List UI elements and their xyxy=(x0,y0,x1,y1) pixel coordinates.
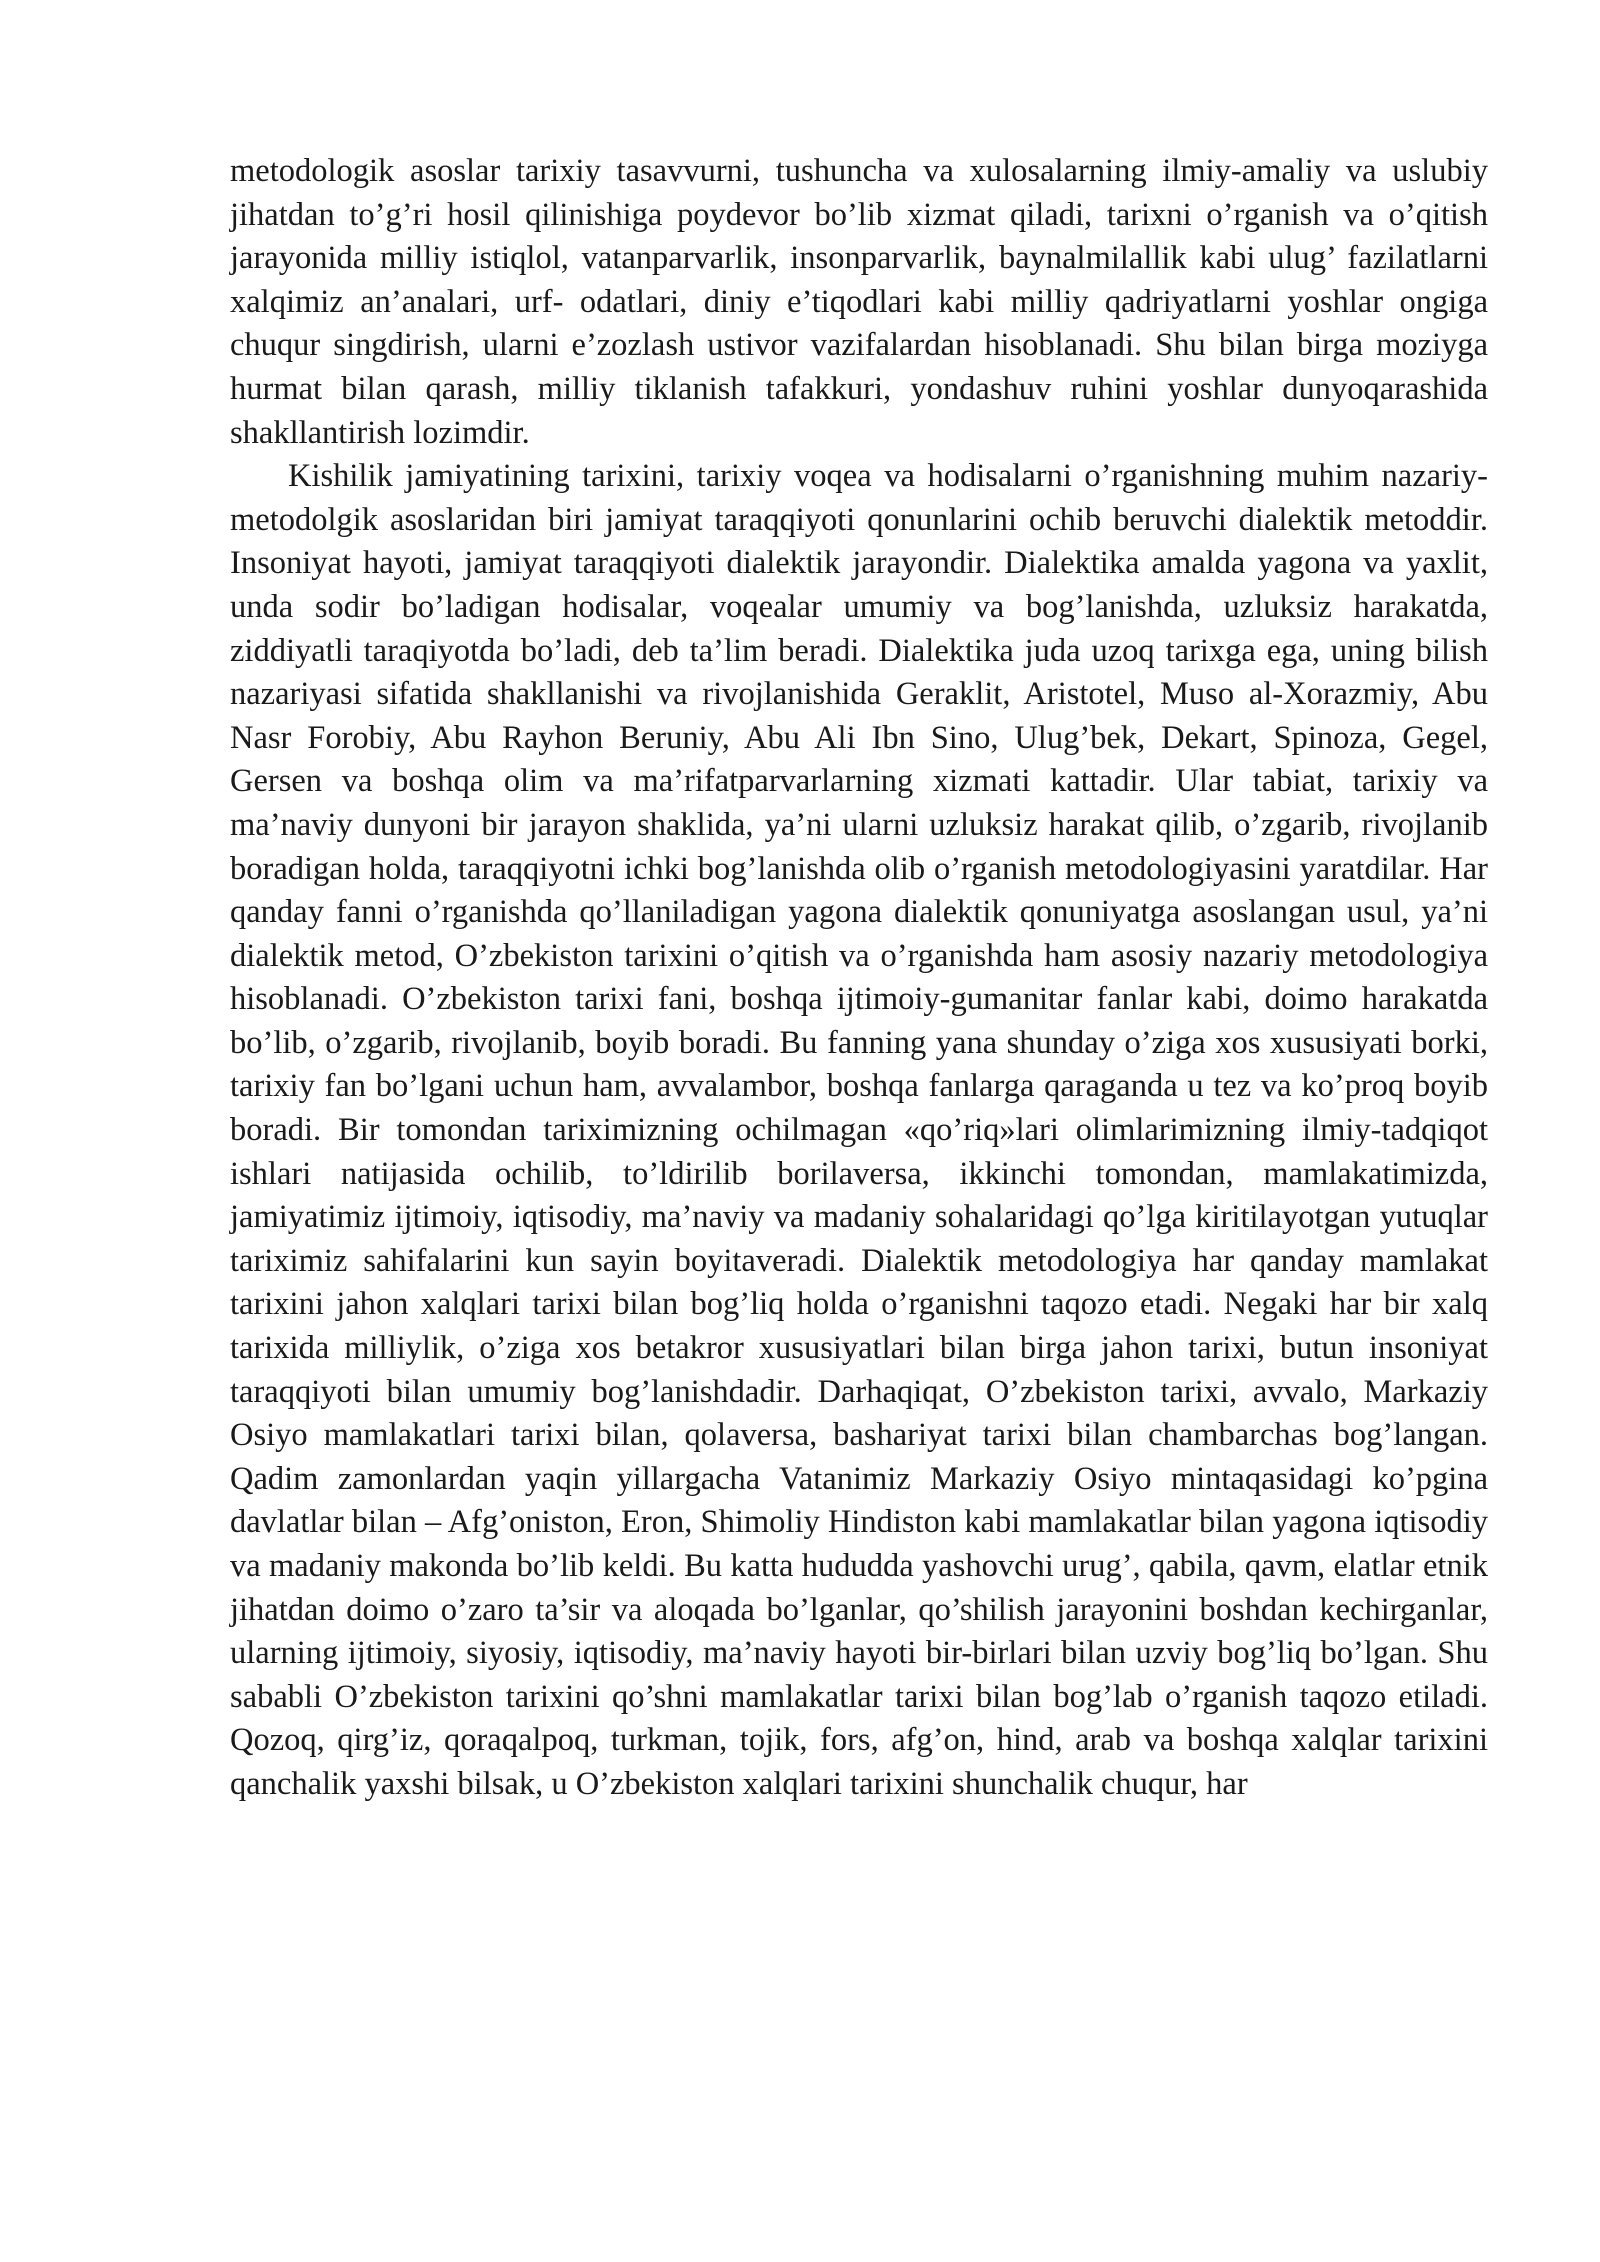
paragraph-1: metodologik asoslar tarixiy tasavvurni, tushuncha va xulosalarning ilmiy-amaliy va uslubiy jihatdan to’g’ri hosil qilinishiga poydevor bo’lib xizmat qiladi, tarixni o’rganish va o’qitish jarayonida milliy istiqlol, vatanparvarlik, insonparvarlik, baynalmilallik kabi ulug’ fazilatlarni xalqimiz an’analari, urf- odatlari, diniy e’tiqodlari kabi milliy qadriyatlarni yoshlar ongiga chuqur singdirish, ularni e’zozlash ustivor vazifalardan hisoblanadi. Shu bilan birga moziyga hurmat bilan qarash, milliy tiklanish tafakkuri, yondashuv ruhini yoshlar dunyoqarashida shakllantirish lozimdir. xyxy=(230,153,1488,451)
document-page xyxy=(230,150,1488,1807)
paragraph-2: Kishilik jamiyatining tarixini, tarixiy voqea va hodisalarni o’rganishning muhim nazariy-metodolgik asoslaridan biri jamiyat taraqqiyoti qonunlarini ochib beruvchi dialektik metoddir. Insoniyat hayoti, jamiyat taraqqiyoti dialektik jarayondir. Dialektika amalda yagona va yaxlit, unda sodir bo’ladigan hodisalar, voqealar umumiy va bog’lanishda, uzluksiz harakatda, ziddiyatli taraqiyotda bo’ladi, deb ta’lim beradi. Dialektika juda uzoq tarixga ega, uning bilish nazariyasi sifatida shakllanishi va rivojlanishida Geraklit, Aristotel, Muso al-Xorazmiy, Abu Nasr Forobiy, Abu Rayhon Beruniy, Abu Ali Ibn Sino, Ulug’bek, Dekart, Spinoza, Gegel, Gersen va boshqa olim va ma’rifatparvarlarning xizmati kattadir. Ular tabiat, tarixiy va ma’naviy dunyoni bir jarayon shaklida, ya’ni ularni uzluksiz harakat qilib, o’zgarib, rivojlanib boradigan holda, taraqqiyotni ichki bog’lanishda olib o’rganish metodologiyasini yaratdilar. Har qanday fanni o’rganishda qo’llaniladigan yagona dialektik qonuniyatga asoslangan usul, ya’ni dialektik metod, O’zbekiston tarixini o’qitish va o’rganishda ham asosiy nazariy metodologiya hisoblanadi. O’zbekiston tarixi fani, boshqa ijtimoiy-gumanitar fanlar kabi, doimo harakatda bo’lib, o’zgarib, rivojlanib, boyib boradi. Bu fanning yana shunday o’ziga xos xususiyati borki, tarixiy fan bo’lgani uchun ham, avvalambor, boshqa fanlarga qaraganda u tez va ko’proq boyib boradi. Bir tomondan tariximizning ochilmagan «qo’riq»lari olimlarimizning ilmiy-tadqiqot ishlari natijasida ochilib, to’ldirilib borilaversa, ikkinchi tomondan, mamlakatimizda, jamiyatimiz ijtimoiy, iqtisodiy, ma’naviy va madaniy sohalaridagi qo’lga kiritilayotgan yutuqlar tariximiz sahifalarini kun sayin boyitaveradi. Dialektik metodologiya har qanday mamlakat tarixini jahon xalqlari tarixi bilan bog’liq holda o’rganishni taqozo etadi. Negaki har bir xalq tarixida milliylik, o’ziga xos betakror xususiyatlari bilan birga jahon tarixi, butun insoniyat taraqqiyoti bilan umumiy bog’lanishdadir. Darhaqiqat, O’zbekiston tarixi, avvalo, Markaziy Osiyo mamlakatlari tarixi bilan, qolaversa, bashariyat tarixi bilan chambarchas bog’langan. Qadim zamonlardan yaqin yillargacha Vatanimiz Markaziy Osiyo mintaqasidagi ko’pgina davlatlar bilan – Afg’oniston, Eron, Shimoliy Hindiston kabi mamlakatlar bilan yagona iqtisodiy va madaniy makonda bo’lib keldi. Bu katta hududda yashovchi urug’, qabila, qavm, elatlar etnik jihatdan doimo o’zaro ta’sir va aloqada bo’lganlar, qo’shilish jarayonini boshdan kechirganlar, ularning ijtimoiy, siyosiy, iqtisodiy, ma’naviy hayoti bir-birlari bilan uzviy bog’liq bo’lgan. Shu sababli O’zbekiston tarixini qo’shni mamlakatlar tarixi bilan bog’lab o’rganish taqozo etiladi. Qozoq, qirg’iz, qoraqalpoq, turkman, tojik, fors, afg’on, hind, arab va boshqa xalqlar tarixini qanchalik yaxshi bilsak, u O’zbekiston xalqlari tarixini shunchalik chuqur, har xyxy=(230,458,1488,1802)
